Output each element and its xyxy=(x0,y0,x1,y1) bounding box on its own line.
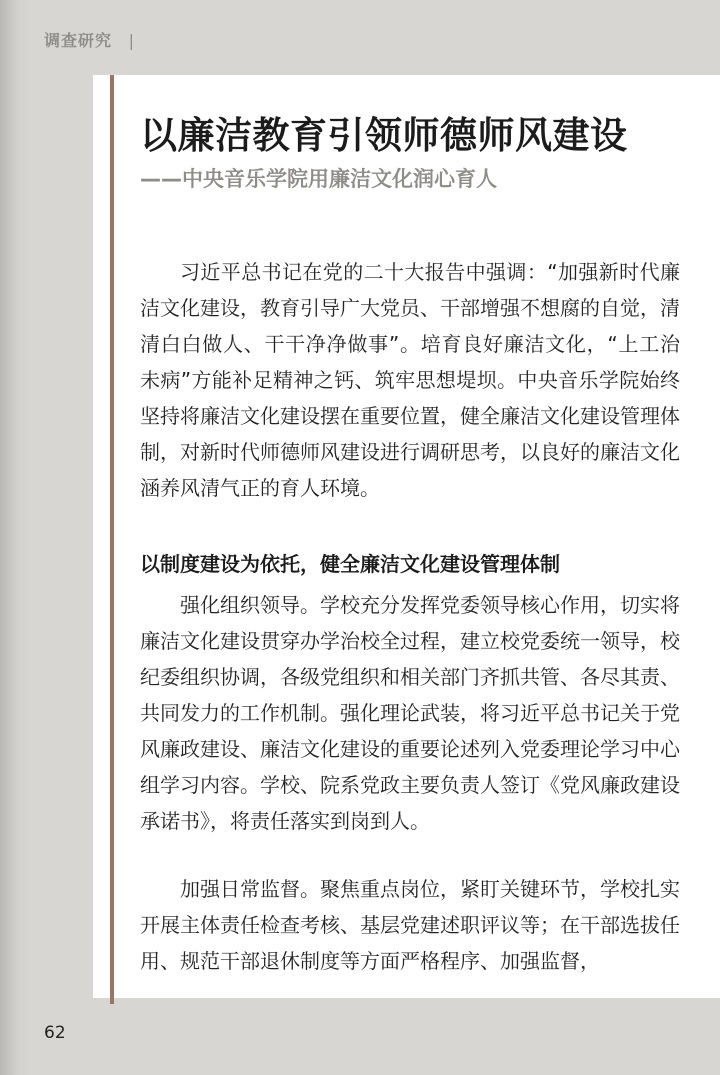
section-separator: | xyxy=(128,31,135,50)
section-heading: 以制度建设为依托，健全廉洁文化建设管理体制 xyxy=(140,552,560,576)
intro-paragraph: 习近平总书记在党的二十大报告中强调：“加强新时代廉洁文化建设，教育引导广大党员、干部增强不想腐的自觉，清清白白做人、干干净净做事”。培育良好廉洁文化，“上工治未病”方能补足精神之钙、筑牢思想堤坝。中央音乐学院始终坚持将廉洁文化建设摆在重要位置，健全廉洁文化建设管理体制，对新时代师德师风建设进行调研思考，以良好的廉洁文化涵养风清气正的育人环境。 xyxy=(140,260,680,500)
accent-bar xyxy=(110,75,114,1004)
body-paragraph-continued: 加强日常监督。聚焦重点岗位，紧盯关键环节，学校扎实开展主体责任检查考核、基层党建述职评议等；在干部选拔任用、规范干部退休制度等方面严格程序、加强监督， xyxy=(140,877,680,973)
article-subtitle: ——中央音乐学院用廉洁文化润心育人 xyxy=(140,167,497,191)
section-header xyxy=(44,28,135,51)
section-label: 调查研究 xyxy=(44,31,113,50)
article-page xyxy=(93,75,720,998)
page-number: 62 xyxy=(44,1023,66,1043)
body-paragraph: 强化组织领导。学校充分发挥党委领导核心作用，切实将廉洁文化建设贯穿办学治校全过程，建立校党委统一领导，校纪委组织协调，各级党组织和相关部门齐抓共管、各尽其责、共同发力的工作机制。强化理论武装，将习近平总书记关于党风廉政建设、廉洁文化建设的重要论述列入党委理论学习中心组学习内容。学校、院系党政主要负责人签订《党风廉政建设承诺书》，将责任落实到岗到人。 xyxy=(140,593,680,833)
article-title: 以廉洁教育引领师德师风建设 xyxy=(140,114,628,157)
book-spine-shadow xyxy=(0,0,30,1075)
